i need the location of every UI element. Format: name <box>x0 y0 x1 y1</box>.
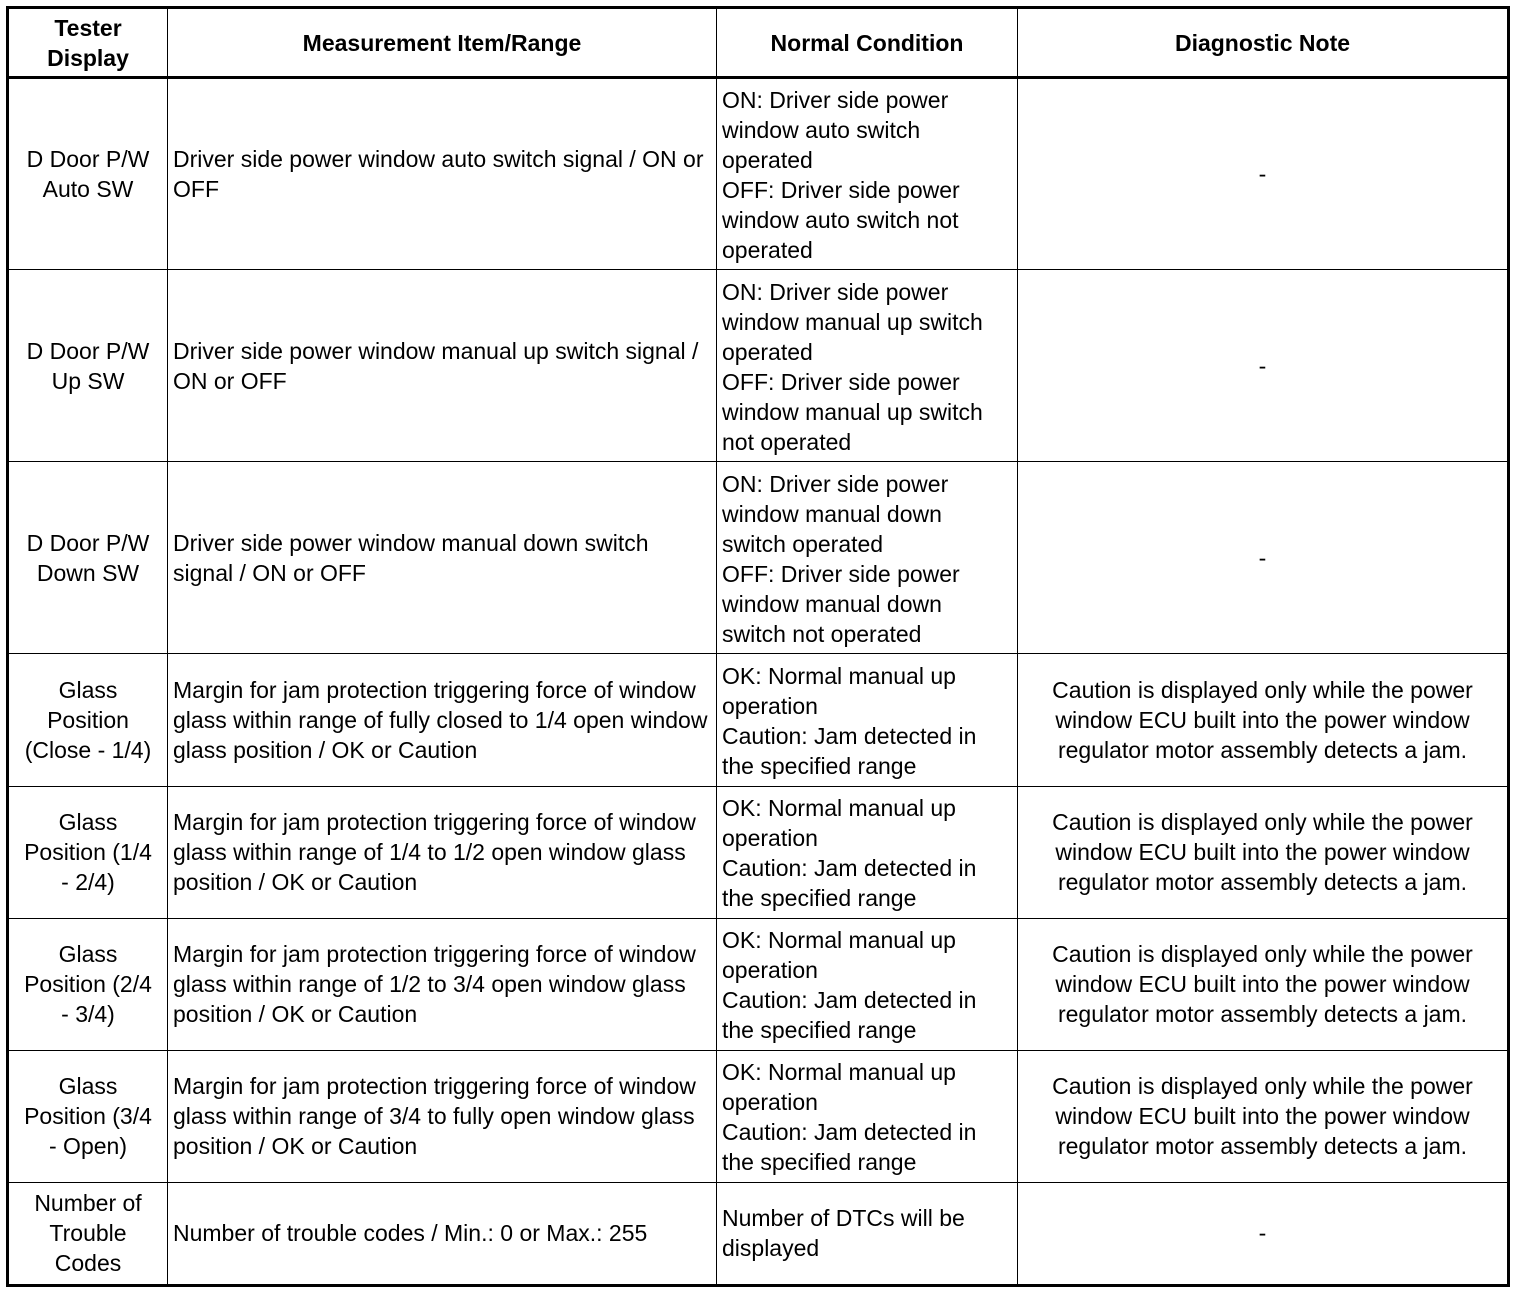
normal-condition-cell: ON: Driver side power window auto switch operated OFF: Driver side power window auto switch not operated <box>717 78 1018 270</box>
diagnostic-note-cell: - <box>1018 462 1509 654</box>
measurement-item-cell: Driver side power window manual up switch signal / ON or OFF <box>168 270 717 462</box>
diagnostic-note-cell: Caution is displayed only while the power window ECU built into the power window regulator motor assembly detects a jam. <box>1018 1050 1509 1182</box>
normal-condition-cell: ON: Driver side power window manual down switch operated OFF: Driver side power window manual down switch not operated <box>717 462 1018 654</box>
header-tester-display: Tester Display <box>8 8 168 78</box>
measurement-item-cell: Driver side power window manual down switch signal / ON or OFF <box>168 462 717 654</box>
measurement-item-cell: Margin for jam protection triggering force of window glass within range of 1/4 to 1/2 open window glass position / OK or Caution <box>168 786 717 918</box>
header-normal-condition: Normal Condition <box>717 8 1018 78</box>
normal-condition-cell: OK: Normal manual up operation Caution: Jam detected in the specified range <box>717 1050 1018 1182</box>
table-row <box>8 78 1509 270</box>
tester-display-cell: Glass Position (Close - 1/4) <box>8 654 168 786</box>
diagnostic-note-cell: - <box>1018 270 1509 462</box>
tester-display-cell: Glass Position (1/4 - 2/4) <box>8 786 168 918</box>
measurement-item-cell: Driver side power window auto switch signal / ON or OFF <box>168 78 717 270</box>
header-measurement-item: Measurement Item/Range <box>168 8 717 78</box>
header-row <box>8 8 1509 78</box>
measurement-item-cell: Margin for jam protection triggering force of window glass within range of fully closed to 1/4 open window glass position / OK or Caution <box>168 654 717 786</box>
diagnostic-note-cell: - <box>1018 78 1509 270</box>
table-row <box>8 270 1509 462</box>
normal-condition-cell: OK: Normal manual up operation Caution: Jam detected in the specified range <box>717 654 1018 786</box>
header-diagnostic-note: Diagnostic Note <box>1018 8 1509 78</box>
tester-display-cell: Glass Position (3/4 - Open) <box>8 1050 168 1182</box>
normal-condition-cell: OK: Normal manual up operation Caution: Jam detected in the specified range <box>717 786 1018 918</box>
table-row <box>8 918 1509 1050</box>
tester-display-cell: D Door P/W Up SW <box>8 270 168 462</box>
normal-condition-cell: OK: Normal manual up operation Caution: Jam detected in the specified range <box>717 918 1018 1050</box>
table-row <box>8 654 1509 786</box>
table-row <box>8 786 1509 918</box>
table-row <box>8 1050 1509 1182</box>
diagnostic-note-cell: Caution is displayed only while the power window ECU built into the power window regulator motor assembly detects a jam. <box>1018 786 1509 918</box>
measurement-item-cell: Margin for jam protection triggering force of window glass within range of 1/2 to 3/4 open window glass position / OK or Caution <box>168 918 717 1050</box>
tester-display-cell: D Door P/W Auto SW <box>8 78 168 270</box>
measurement-item-cell: Number of trouble codes / Min.: 0 or Max.: 255 <box>168 1182 717 1285</box>
normal-condition-cell: ON: Driver side power window manual up switch operated OFF: Driver side power window manual up switch not operated <box>717 270 1018 462</box>
measurement-item-cell: Margin for jam protection triggering force of window glass within range of 3/4 to fully open window glass position / OK or Caution <box>168 1050 717 1182</box>
tester-display-cell: D Door P/W Down SW <box>8 462 168 654</box>
data-list-table <box>6 6 1510 1287</box>
normal-condition-cell: Number of DTCs will be displayed <box>717 1182 1018 1285</box>
diagnostic-note-cell: Caution is displayed only while the power window ECU built into the power window regulator motor assembly detects a jam. <box>1018 918 1509 1050</box>
tester-display-cell: Glass Position (2/4 - 3/4) <box>8 918 168 1050</box>
tester-display-cell: Number of Trouble Codes <box>8 1182 168 1285</box>
diagnostic-note-cell: - <box>1018 1182 1509 1285</box>
table-row <box>8 462 1509 654</box>
table-row <box>8 1182 1509 1285</box>
diagnostic-note-cell: Caution is displayed only while the power window ECU built into the power window regulator motor assembly detects a jam. <box>1018 654 1509 786</box>
